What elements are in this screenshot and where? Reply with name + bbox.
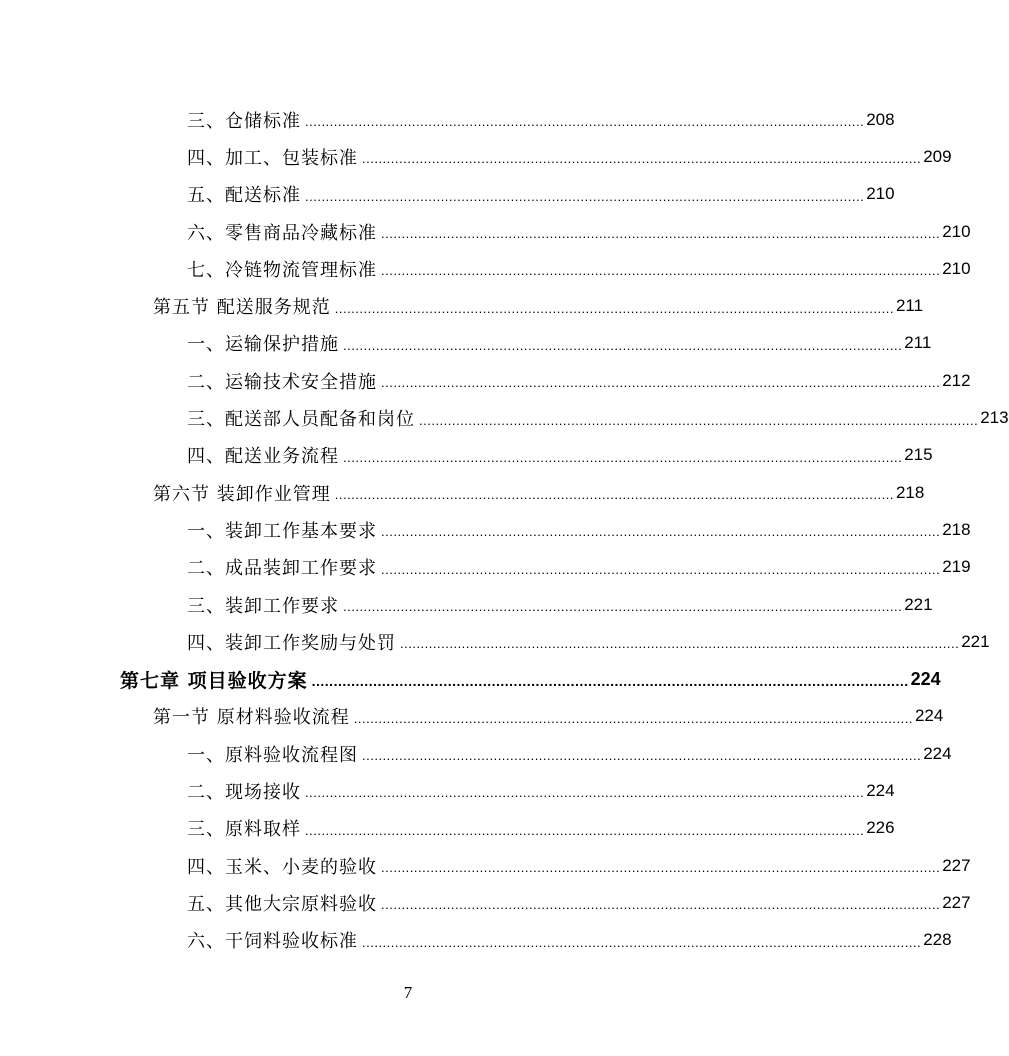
toc-entry[interactable] <box>0 437 933 474</box>
toc-leader-dots: ........................................................................................................................................ <box>305 785 865 801</box>
toc-leader-dots: ........................................................................................................................................ <box>334 487 894 503</box>
toc-leader-dots: ........................................................................................................................................ <box>362 934 922 950</box>
toc-entry-title: 四、装卸工作奖励与处罚 <box>187 632 396 654</box>
toc-entry-page: 224 <box>914 706 944 726</box>
toc-leader-dots: ........................................................................................................................................ <box>343 449 903 465</box>
toc-entry[interactable] <box>0 698 944 735</box>
toc-entry-title: 三、原料取样 <box>187 819 301 841</box>
toc-entry[interactable] <box>0 549 971 586</box>
toc-entry-page: 218 <box>942 519 971 539</box>
toc-leader-dots: ........................................................................................................................................ <box>381 897 941 913</box>
toc-leader-dots: ........................................................................................................................................ <box>381 561 941 577</box>
toc-leader-dots: ........................................................................................................................................ <box>343 599 903 614</box>
toc-entry-page: 227 <box>942 892 971 912</box>
toc-entry[interactable] <box>0 213 971 250</box>
toc-entry-page: 211 <box>904 333 932 353</box>
toc-entry[interactable] <box>0 623 990 660</box>
toc-entry-title: 三、配送部人员配备和岗位 <box>187 409 415 431</box>
toc-entry[interactable] <box>0 474 925 511</box>
toc-chapter-entry[interactable] <box>0 660 941 697</box>
toc-entry-title: 五、配送标准 <box>187 185 301 207</box>
toc-leader-dots: ........................................................................................................................................ <box>362 151 922 167</box>
toc-leader-dots: ........................................................................................................................................ <box>362 748 922 764</box>
toc-entry[interactable] <box>0 287 924 324</box>
toc-entry-title: 五、其他大宗原料验收 <box>187 893 377 915</box>
toc-entry-title: 一、原料验收流程图 <box>187 744 358 766</box>
toc-entry-page: 224 <box>923 743 952 763</box>
toc-entry-page: 210 <box>866 184 895 204</box>
toc-entry-page: 211 <box>895 296 924 316</box>
toc-entry[interactable] <box>0 586 933 623</box>
toc-entry-title: 三、仓储标准 <box>187 110 301 132</box>
toc-entry-page: 212 <box>942 370 971 390</box>
toc-leader-dots: ........................................................................................................................................ <box>381 375 941 391</box>
toc-entry-page: 228 <box>923 930 952 950</box>
toc-entry-page: 224 <box>866 780 895 800</box>
toc-entry-page: 215 <box>904 445 933 465</box>
toc-entry-title: 七、冷链物流管理标准 <box>187 259 377 281</box>
toc-entry[interactable] <box>0 847 971 884</box>
toc-entry-title: 第五节 配送服务规范 <box>153 297 331 319</box>
toc-entry[interactable] <box>0 362 971 399</box>
toc-entry-page: 210 <box>942 258 971 278</box>
toc-entry-page: 219 <box>942 557 971 577</box>
toc-entry-title: 二、成品装卸工作要求 <box>187 558 377 580</box>
toc-leader-dots: ........................................................................................................................................ <box>381 524 941 540</box>
toc-entry-title: 四、加工、包装标准 <box>187 147 358 169</box>
toc-leader-dots: ........................................................................................................................................ <box>419 412 979 428</box>
toc-entry-title: 第六节 装卸作业管理 <box>153 483 331 505</box>
toc-leader-dots: ........................................................................................................................................ <box>381 860 941 876</box>
toc-entry-page: 209 <box>923 146 952 166</box>
toc-entry[interactable] <box>0 884 971 921</box>
toc-leader-dots: ........................................................................................................................................ <box>381 263 941 279</box>
toc-entry-page: 213 <box>980 408 1009 428</box>
toc-entry-title: 第一节 原材料验收流程 <box>153 707 350 729</box>
page-number: 7 <box>403 983 413 1002</box>
toc-leader-dots: ........................................................................................................................................ <box>381 226 941 242</box>
toc-entry-page: 221 <box>904 594 933 614</box>
toc-leader-dots: ........................................................................................................................................ <box>343 337 903 353</box>
toc-entry-page: 218 <box>895 482 925 502</box>
toc-entry-page: 226 <box>866 818 895 838</box>
toc-leader-dots: ........................................................................................................................................ <box>334 300 894 316</box>
toc-entry-title: 二、运输技术安全措施 <box>187 371 377 393</box>
toc-entry-title: 六、零售商品冷藏标准 <box>187 222 377 244</box>
toc-entry[interactable] <box>0 399 1009 436</box>
toc-leader-dots: ........................................................................................................................................ <box>305 822 865 838</box>
toc-leader-dots: ........................................................................................................................................ <box>400 636 960 652</box>
table-of-contents <box>0 101 1009 959</box>
toc-entry-page: 210 <box>942 221 971 241</box>
toc-entry[interactable] <box>0 922 952 959</box>
toc-entry-title: 三、装卸工作要求 <box>187 595 339 617</box>
toc-entry[interactable] <box>0 511 971 548</box>
toc-leader-dots: ........................................................................................................................................ <box>305 188 865 204</box>
toc-leader-dots: ........................................................................................................................................ <box>311 673 909 690</box>
toc-entry-title: 一、运输保护措施 <box>187 334 339 356</box>
toc-entry-page: 221 <box>961 631 990 651</box>
toc-entry-title: 二、现场接收 <box>187 781 301 803</box>
toc-entry[interactable] <box>0 325 932 362</box>
toc-entry[interactable] <box>0 101 895 138</box>
toc-entry-page: 227 <box>942 855 971 875</box>
toc-leader-dots: ........................................................................................................................................ <box>305 114 865 130</box>
toc-entry[interactable] <box>0 138 952 175</box>
toc-entry[interactable] <box>0 810 895 847</box>
toc-entry-title: 四、玉米、小麦的验收 <box>187 856 377 878</box>
toc-entry-page: 208 <box>866 109 895 129</box>
toc-entry[interactable] <box>0 735 952 772</box>
toc-entry-title: 第七章 项目验收方案 <box>120 669 308 692</box>
toc-entry-title: 一、装卸工作基本要求 <box>187 520 377 542</box>
toc-entry[interactable] <box>0 176 895 213</box>
toc-leader-dots: ........................................................................................................................................ <box>353 710 913 726</box>
toc-entry[interactable] <box>0 250 971 287</box>
toc-entry-title: 四、配送业务流程 <box>187 446 339 468</box>
toc-entry[interactable] <box>0 772 895 809</box>
toc-entry-page: 224 <box>910 668 941 689</box>
toc-entry-title: 六、干饲料验收标准 <box>187 931 358 953</box>
